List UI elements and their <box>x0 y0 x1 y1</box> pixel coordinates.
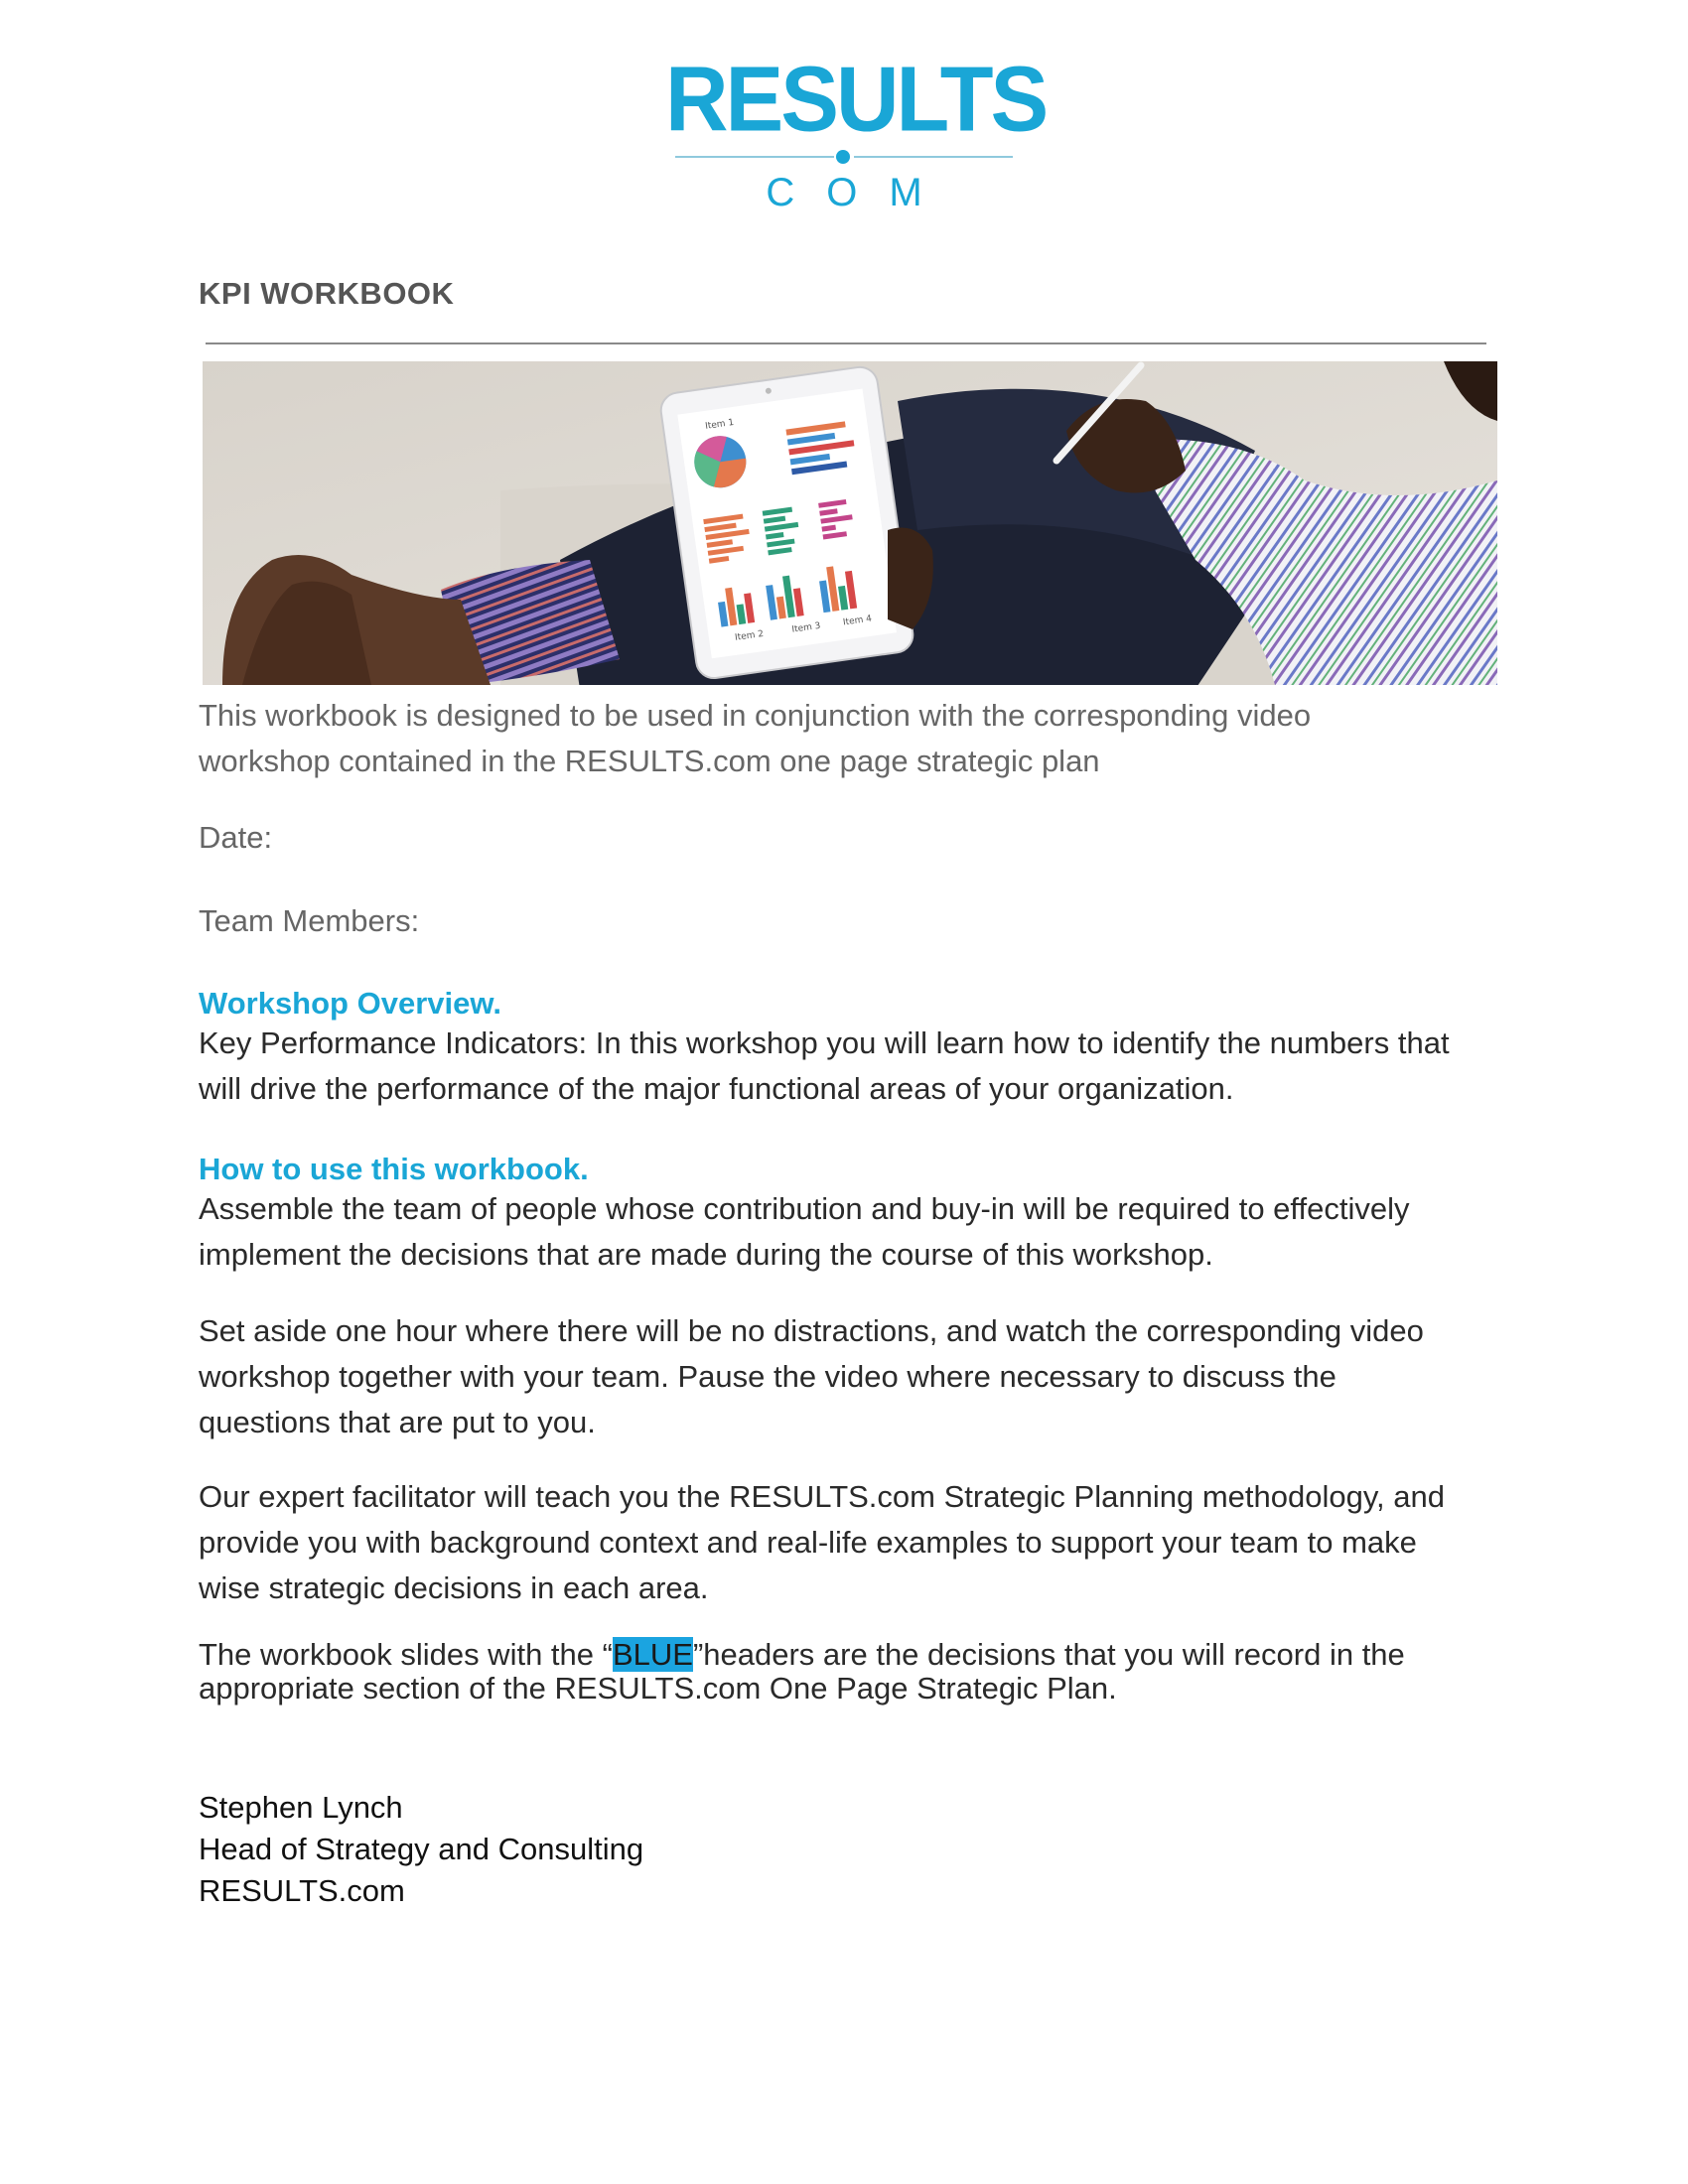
date-label: Date: <box>199 820 273 855</box>
intro-text: This workbook is designed to be used in conjunction with the corresponding video workshop contained in the RESULTS.com one page strategic plan <box>199 698 1312 778</box>
how-to-use-paragraph-2: Set aside one hour where there will be no distractions, and watch the corresponding video workshop together with your team. Pause the video where necessary to discuss the questions that are put to you. <box>199 1313 1424 1439</box>
signature-name: Stephen Lynch <box>199 1790 403 1825</box>
results-logo <box>665 47 1047 220</box>
logo-rule-left <box>675 156 834 158</box>
workshop-overview-heading: Workshop Overview. <box>199 986 501 1021</box>
logo-dot <box>836 150 850 164</box>
team-members-label: Team Members: <box>199 903 420 938</box>
how-to-use-paragraph-3: Our expert facilitator will teach you the RESULTS.com Strategic Planning methodology, and provide you with background context and real-life examples to support your team to make wise strategic decisions in each area. <box>199 1479 1445 1605</box>
hero-illustration <box>203 361 1497 685</box>
how-to-use-heading: How to use this workbook. <box>199 1152 589 1186</box>
blue-headers-pre: The workbook slides with the “ <box>199 1637 613 1672</box>
how-to-use-paragraph-1: Assemble the team of people whose contribution and buy-in will be required to effectively implement the decisions that are made during the course of this workshop. <box>199 1191 1410 1272</box>
tablet-label-4: Item 4 <box>842 614 873 628</box>
document-title: KPI WORKBOOK <box>199 276 455 311</box>
logo-rule-right <box>854 156 1013 158</box>
blue-headers-post: ”headers are the decisions that you will record in the appropriate section of the RESULTS.com One Page Strategic Plan. <box>199 1637 1405 1706</box>
workshop-overview-text: Key Performance Indicators: In this workshop you will learn how to identify the numbers that will drive the performance of the major functional areas of your organization. <box>199 1025 1450 1106</box>
title-divider <box>206 342 1486 344</box>
logo-sub: COM <box>766 171 954 214</box>
signature-role: Head of Strategy and Consulting <box>199 1832 644 1866</box>
hero-image <box>203 361 1497 685</box>
blue-headers-paragraph <box>199 1638 1489 1706</box>
blue-highlight: BLUE <box>612 1637 693 1672</box>
tablet-label-1: Item 1 <box>704 417 735 432</box>
signature-company: RESULTS.com <box>199 1873 405 1908</box>
tablet-label-2: Item 2 <box>734 628 765 643</box>
logo-word: RESULTS <box>665 47 1047 151</box>
tablet-label-3: Item 3 <box>790 620 822 635</box>
